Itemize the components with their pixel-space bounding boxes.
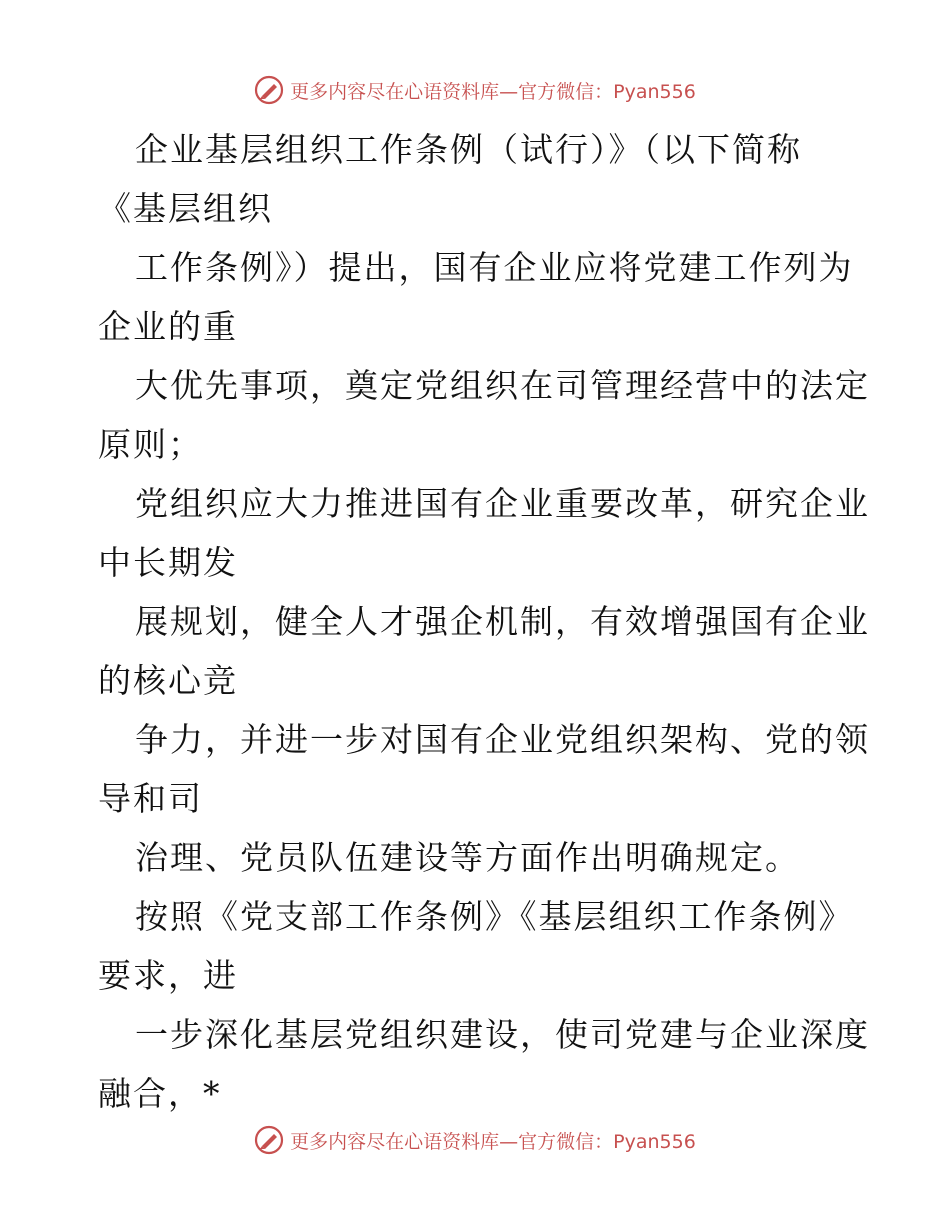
watermark-text: 更多内容尽在心语资料库—官方微信：Pyan556	[290, 80, 696, 103]
text-line: 大优先事项，奠定党组织在司管理经营中的法定	[135, 366, 870, 405]
text-line: 按照《党支部工作条例》《基层组织工作条例》	[135, 897, 854, 936]
text-line: 中长期发	[98, 543, 238, 582]
text-line: 的核心竞	[98, 661, 238, 700]
text-line: 一步深化基层党组织建设，使司党建与企业深度	[135, 1015, 870, 1054]
pen-nib-logo-icon	[254, 1125, 284, 1155]
text-line: 党组织应大力推进国有企业重要改革，研究企业	[135, 484, 870, 523]
text-line: 展规划，健全人才强企机制，有效增强国有企业	[135, 602, 870, 641]
text-line: 融合，*	[98, 1074, 222, 1113]
text-line: 企业的重	[98, 307, 238, 346]
footer-watermark	[0, 1120, 950, 1160]
header-watermark	[0, 70, 950, 110]
text-line: 治理、党员队伍建设等方面作出明确规定。	[135, 838, 800, 877]
text-line: 《基层组织	[98, 189, 273, 228]
text-line: 导和司	[98, 779, 203, 818]
text-line: 要求，进	[98, 956, 238, 995]
document-body	[98, 120, 868, 1123]
watermark-text: 更多内容尽在心语资料库—官方微信：Pyan556	[290, 1130, 696, 1153]
text-line: 争力，并进一步对国有企业党组织架构、党的领	[135, 720, 870, 759]
text-line: 企业基层组织工作条例（试行）》（以下简称	[135, 130, 802, 169]
text-line: 原则；	[98, 425, 203, 464]
pen-nib-logo-icon	[254, 75, 284, 105]
text-line: 工作条例》）提出，国有企业应将党建工作列为	[135, 248, 854, 287]
